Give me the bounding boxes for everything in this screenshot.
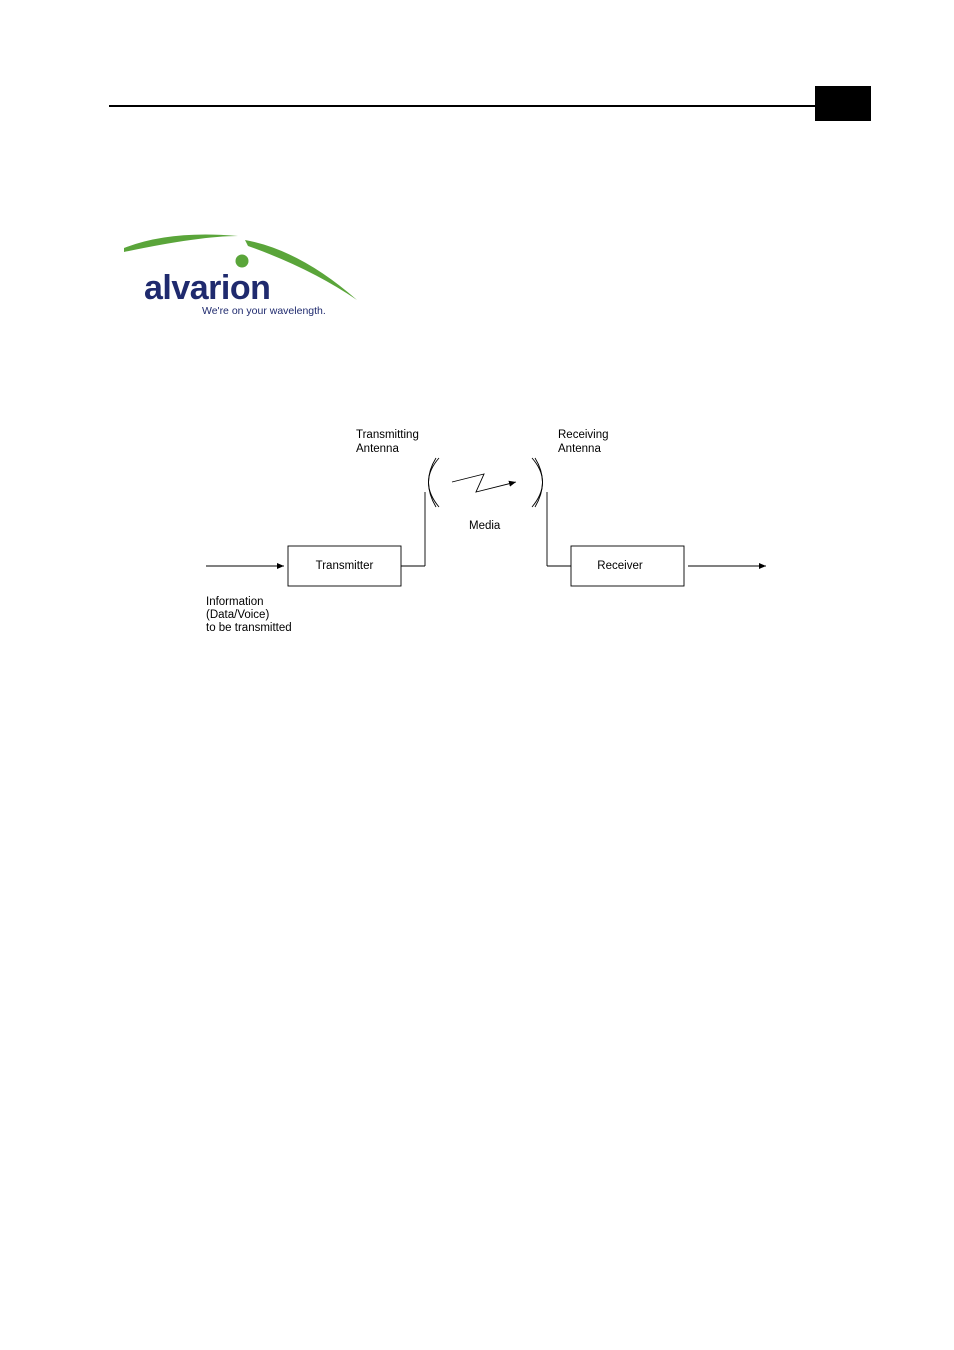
transmitting-antenna [425,458,439,566]
transmission-diagram [190,420,780,640]
media-label: Media [469,520,501,532]
logo-tagline: We're on your wavelength. [202,305,326,317]
alvarion-logo [120,228,365,323]
receiving-antenna-label: Receiving Antenna [558,429,609,455]
input-information-label: Information (Data/Voice) to be transmitted [206,596,292,634]
logo-wordmark: alvarion [144,269,271,307]
receiving-antenna [532,458,547,566]
transmitting-antenna-label: Transmitting Antenna [356,429,419,455]
header-rule [109,105,816,107]
receiver-label: Receiver [597,560,643,572]
logo-left-swoosh [124,235,238,253]
logo-dot [236,255,249,268]
wireless-signal-arrow [452,474,516,492]
header-page-tab [815,86,871,121]
transmitter-label: Transmitter [315,560,374,572]
